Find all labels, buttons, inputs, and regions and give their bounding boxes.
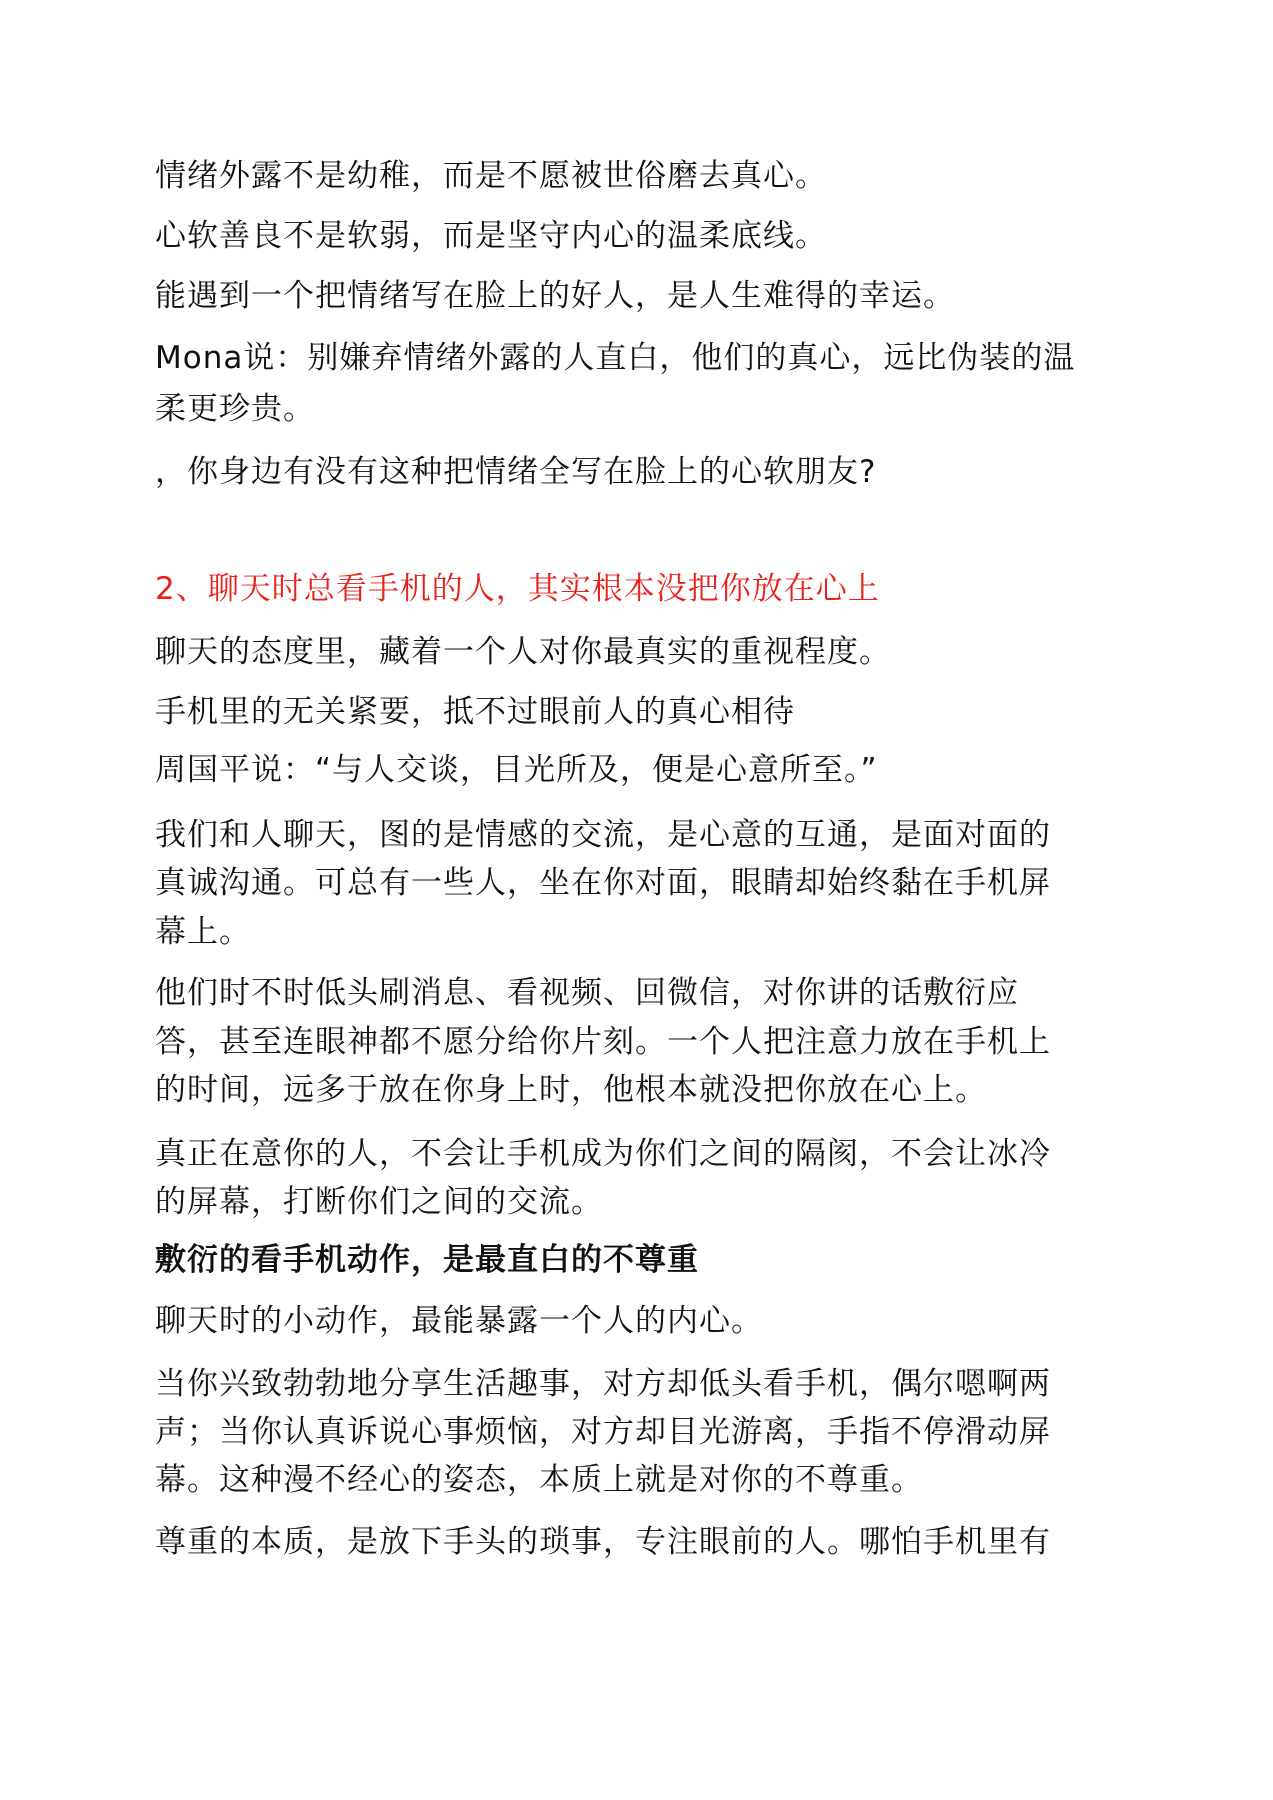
text-line: 聊天的态度里，藏着一个人对你最真实的重视程度。 [155,634,891,670]
text-line: 声；当你认真诉说心事烦恼，对方却目光游离，手指不停滑动屏 [155,1414,1051,1450]
text-line: 真诚沟通。可总有一些人，坐在你对面，眼睛却始终黏在手机屏 [155,865,1051,901]
text-line: 心软善良不是软弱，而是坚守内心的温柔底线。 [155,218,827,254]
text-line: 情绪外露不是幼稚，而是不愿被世俗磨去真心。 [155,158,827,194]
text-line: 的屏幕，打断你们之间的交流。 [155,1184,603,1220]
text-line: 聊天时的小动作，最能暴露一个人的内心。 [155,1303,763,1339]
text-line: 答，甚至连眼神都不愿分给你片刻。一个人把注意力放在手机上 [155,1024,1051,1060]
text-line: 当你兴致勃勃地分享生活趣事，对方却低头看手机，偶尔嗯啊两 [155,1366,1051,1402]
text-line: 手机里的无关紧要，抵不过眼前人的真心相待 [155,694,795,730]
text-line: 尊重的本质，是放下手头的琐事，专注眼前的人。哪怕手机里有 [155,1524,1051,1560]
text-line: 柔更珍贵。 [155,391,315,427]
quote-line: 周国平说：“与人交谈，目光所及，便是心意所至。” [155,752,878,788]
text-line: 幕上。 [155,914,251,950]
text-line: 我们和人聊天，图的是情感的交流，是心意的互通，是面对面的 [155,817,1051,853]
text-line: 幕。这种漫不经心的姿态，本质上就是对你的不尊重。 [155,1462,923,1498]
text-line: ，你身边有没有这种把情绪全写在脸上的心软朋友? [155,454,877,490]
subheading: 敷衍的看手机动作，是最直白的不尊重 [155,1242,699,1278]
section-heading: 2、聊天时总看手机的人，其实根本没把你放在心上 [155,571,880,607]
text-line: 能遇到一个把情绪写在脸上的好人，是人生难得的幸运。 [155,278,955,314]
text-line: 的时间，远多于放在你身上时，他根本就没把你放在心上。 [155,1072,987,1108]
text-line: Mona说：别嫌弃情绪外露的人直白，他们的真心，远比伪装的温 [155,340,1076,376]
text-line: 他们时不时低头刷消息、看视频、回微信，对你讲的话敷衍应 [155,975,1019,1011]
text-line: 真正在意你的人，不会让手机成为你们之间的隔阂，不会让冰冷 [155,1136,1051,1172]
